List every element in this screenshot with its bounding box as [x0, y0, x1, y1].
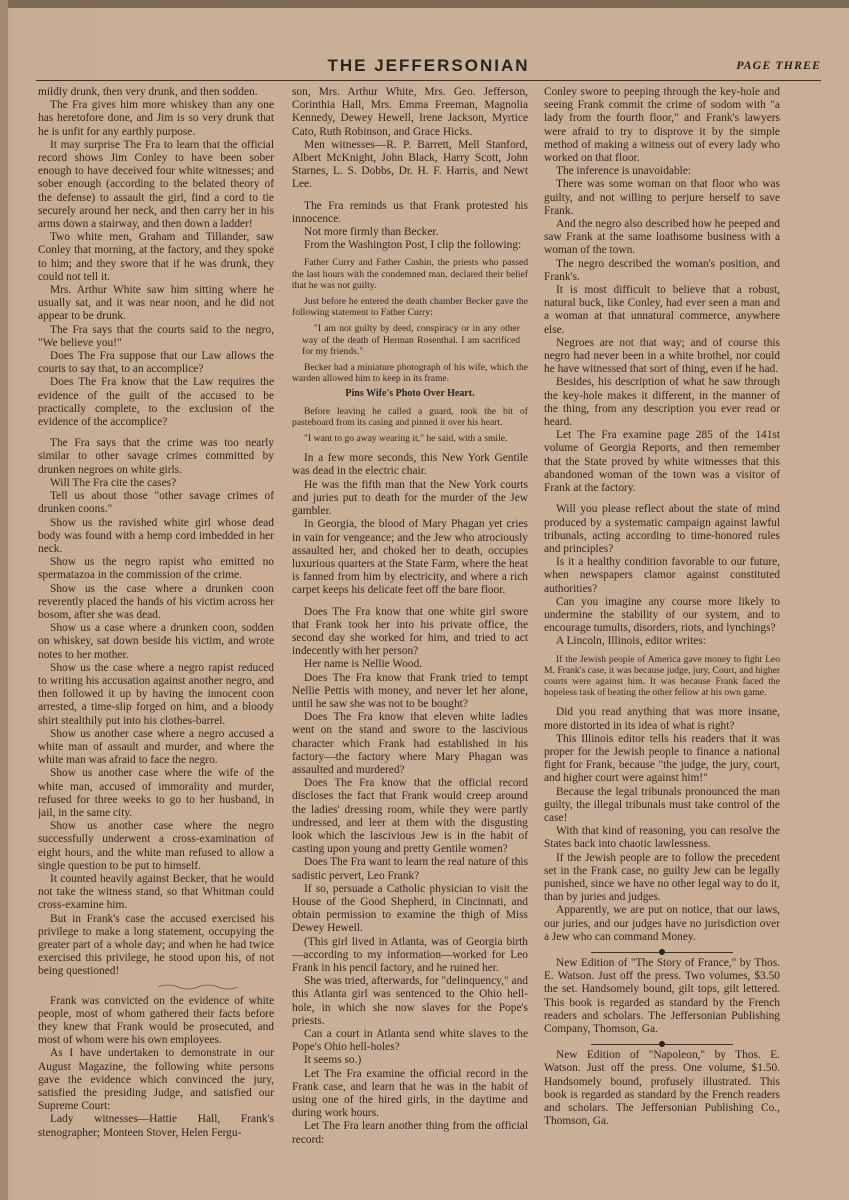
column-1: [38, 86, 274, 1186]
paragraph: Besides, his description of what he saw through the key-hole makes it different, in the manner of the thing, from any description you ever read or heard.: [544, 376, 780, 429]
paragraph: Let The Fra examine page 285 of the 141st volume of Georgia Reports, and then remember that the State proved by white witnesses that this abandoned woman of the town was a visitor of Frank at the factory.: [544, 429, 780, 495]
page-binding-edge: [0, 0, 8, 1200]
paragraph: In a few more seconds, this New York Gentile was dead in the electric chair.: [292, 452, 528, 478]
paragraph: In Georgia, the blood of Mary Phagan yet cries in vain for vengeance; and the Jew who atrociously assaulted her, and choked her to death, occupies luxurious quarters at the State Farm, where the heat is fanned from him by electricity, and where a rich carpet keeps his delicate feet off the bare floor.: [292, 518, 528, 597]
page-header: [36, 56, 821, 80]
quoted-clipping: If the Jewish people of America gave money to fight Leo M. Frank's case, it was because judge, jury, Court, and higher courts were against him. It was because Frank faced the hopeless task of beating the other fellow at his own game.: [544, 653, 780, 699]
paragraph: Does The Fra want to learn the real nature of this sadistic pervert, Leo Frank?: [292, 856, 528, 882]
paragraph: From the Washington Post, I clip the following:: [304, 239, 522, 252]
paragraph: mildly drunk, then very drunk, and then sodden.: [38, 86, 258, 98]
paragraph: Frank was convicted on the evidence of white people, most of whom gathered their facts before they knew that Frank would be prosecuted, and most of whom were his own employees.: [38, 994, 274, 1047]
paragraph: Does The Fra know that one white girl swore that Frank took her into his private office, the second day she worked for him, and tried to act indecently with her person?: [292, 605, 528, 658]
paragraph: With that kind of reasoning, you can resolve the States back into chaotic lawlessness.: [544, 825, 780, 851]
section-divider-scrawl: [38, 981, 274, 993]
paragraph: A Lincoln, Illinois, editor writes:: [556, 635, 706, 648]
header-rule: [36, 80, 821, 81]
paragraph: The inference is unavoidable:: [556, 165, 692, 178]
paragraph: Can you imagine any course more likely to undermine the stability of our system, and to encourage tumults, disorders, riots, and lynchings?: [544, 595, 780, 635]
paragraph: Does The Fra know that the official record discloses the fact that Frank would creep around the ladies' dressing room, while they were partly undressed, and leer at them with the disgusting look which the lascivious Jew is in the habit of casting upon young and pretty Gentile women?: [292, 777, 528, 856]
paragraph: It seems so.): [304, 1054, 362, 1067]
paragraph: son, Mrs. Arthur White, Mrs. Geo. Jefferson, Corinthia Hall, Mrs. Emma Freeman, Magnolia Kennedy, Dewey Hewell, Irene Jackson, Myrtice Cato, Ruth Robinson, and Grace Hicks.: [292, 86, 528, 138]
quoted-clipping: Before leaving he called a guard, took the bit of pasteboard from its casing and pinned it over his heart.: [292, 405, 528, 428]
paragraph: Conley swore to peeping through the key-hole and seeing Frank commit the crime of sodom with "a lady from the fourth floor," and Frank's lawyers were afraid to try to disprove it by the simple method of making a witness out of every lady who worked on that floor.: [544, 86, 780, 165]
paragraph: Men witnesses—R. P. Barrett, Mell Stanford, Albert McKnight, John Black, Harry Scott, John Starnes, L. S. Dobbs, Dr. H. F. Harris, and Newt Lee.: [292, 138, 528, 191]
paragraph: Will you please reflect about the state of mind produced by a systematic campaign against lawful tribunals, acting according to time-honored rules and principles?: [544, 503, 780, 555]
paragraph: If so, persuade a Catholic physician to visit the House of the Good Shepherd, in Cincinnati, and obtain permission to examine the thigh of Miss Dewey Hewell.: [292, 882, 528, 935]
masthead-title: THE JEFFERSONIAN: [327, 56, 530, 75]
quoted-clipping: Becker had a miniature photograph of his wife, which the warden allowed him to keep in its frame.: [292, 362, 528, 385]
ornament-divider: [591, 1044, 733, 1045]
paragraph: There was some woman on that floor who was guilty, and not willing to perjure herself to save Frank.: [544, 178, 780, 217]
paragraph: Let The Fra learn another thing from the official record:: [292, 1120, 528, 1146]
paragraph: Let The Fra examine the official record in the Frank case, and learn that he was in the habit of using one of the hired girls, in the daytime and during work hours.: [292, 1067, 528, 1120]
paragraph: This Illinois editor tells his readers that it was proper for the Jewish people to finance a national fight for Frank, because "the judge, the jury, court, and higher court were against him!": [544, 732, 780, 785]
clipping-subhead: Pins Wife's Photo Over Heart.: [345, 388, 475, 400]
paragraph: And the negro also described how he peeped and saw Frank at the same loathsome business with a woman of the town.: [544, 218, 780, 257]
paragraph: Her name is Nellie Wood.: [304, 658, 423, 671]
paragraph: Tell us about those "other savage crimes of drunken coons.": [38, 490, 274, 516]
book-advertisement: New Edition of "The Story of France," by Thos. E. Watson. Just off the press. Two volumes, $3.50 the set. Handsomely bound, gilt tops, gilt lettered. This book is regarded as standard by the French readers and scholars. The Jeffersonian Publishing Company, Thomson, Ga.: [544, 957, 780, 1036]
paragraph: The Fra says that the courts said to the negro, "We believe you!": [38, 323, 274, 349]
paragraph: Show us the negro rapist who emitted no spermatazoa in the commission of the crime.: [38, 556, 274, 582]
book-advertisement: New Edition of "Napoleon," by Thos. E. Watson. Just off the press. One volume, $1.50. Handsomely bound, profusely illustrated. This book is regarded as standard by the French readers and scholars. The Jeffersonian Publishing Co., Thomson, Ga.: [544, 1049, 780, 1128]
paragraph: Can a court in Atlanta send white slaves to the Pope's Ohio hell-holes?: [292, 1028, 528, 1054]
paragraph: The negro described the woman's position, and Frank's.: [544, 257, 780, 283]
paragraph: Two white men, Graham and Tillander, saw Conley that morning, at the factory, and they spoke to him; and they swore that if he was drunk, they could not tell it.: [38, 231, 274, 283]
paragraph: She was tried, afterwards, for "delinquency," and this Atlanta girl was sentenced to the Ohio hell-hole, in which she now slaves for the Pope's priests.: [292, 975, 528, 1027]
paragraph: Because the legal tribunals pronounced the man guilty, the illegal tribunals must take control of the case!: [544, 785, 780, 824]
column-2: [292, 86, 528, 1186]
paragraph: Did you read anything that was more insane, more distorted in its idea of what is right?: [544, 706, 780, 732]
quoted-clipping: "I want to go away wearing it," he said, with a smile.: [304, 433, 508, 445]
paragraph: It counted heavily against Becker, that he would not take the witness stand, so that Whitman could cross-examine him.: [38, 872, 274, 912]
ornament-divider: [591, 952, 733, 953]
paragraph: Will The Fra cite the cases?: [50, 476, 177, 489]
paragraph: Does The Fra know that eleven white ladies went on the stand and swore to the lascivious character which Frank had established in his factory—the factory where Mary Phagan was assaulted and murdered?: [292, 711, 528, 776]
paragraph: Lady witnesses—Hattie Hall, Frank's stenographer; Monteen Stover, Helen Fergu-: [38, 1113, 274, 1139]
paragraph: Show us another case where the wife of the white man, accused of immorality and murder, refused for three weeks to go to her husband, in jail, in the same city.: [38, 767, 274, 819]
paragraph: It is most difficult to believe that a robust, natural buck, like Conley, had ever seen a man and a woman at that unnatural commerce, anywhere else.: [544, 284, 780, 336]
paragraph: Show us a case where a drunken coon, sodden on whiskey, sat down beside his victim, and wrote notes to her mother.: [38, 622, 274, 661]
paragraph: Show us the case where a negro rapist reduced to writing his accusation against another negro, and then followed it up by having the innocent coon arrested, a time-slip forged on him, and a bloody shirt stealthily put into his clothes-barrel.: [38, 661, 274, 727]
paragraph: The Fra gives him more whiskey than any one has heretofore done, and Jim is so very drunk that he is unfit for any earthly purpose.: [38, 99, 274, 138]
paragraph: Show us the ravished white girl whose dead body was found with a hemp cord imbedded in her neck.: [38, 516, 274, 555]
paragraph: But in Frank's case the accused exercised his privilege to make a long statement, occupying the greater part of a whole day; and when he had twice exercised this privilege, he stood upon his, of not being questioned!: [38, 912, 274, 978]
paragraph: Mrs. Arthur White saw him sitting where he usually sat, and it was near noon, and he did not appear to be drunk.: [38, 284, 274, 323]
paragraph: Does The Fra know that the Law requires the evidence of the guilt of the accused to be practically complete, to the exclusion of the evidence of the accomplice?: [38, 376, 274, 429]
paragraph: If the Jewish people are to follow the precedent set in the Frank case, no guilty Jew can be legally punished, since we have no other legal way to do it, than by juries and judges.: [544, 851, 780, 904]
quoted-clipping: Father Curry and Father Cashin, the priests who passed the last hours with the condemned man, declared their belief that he was not guilty.: [292, 257, 528, 291]
paragraph: Does The Fra know that Frank tried to tempt Nellie Pettis with money, and never let her alone, until he saw she was not to be bought?: [292, 671, 528, 710]
paragraph: Show us the case where a drunken coon reverently placed the hands of his victim across her bosom, after she was dead.: [38, 582, 274, 621]
paragraph: Apparently, we are put on notice, that our laws, our juries, and our judges have no jurisdiction over a Jew who can command Money.: [544, 904, 780, 943]
paragraph: Is it a healthy condition favorable to our future, when newspapers clamor against constituted authorities?: [544, 556, 780, 595]
page-number-label: PAGE THREE: [736, 58, 821, 72]
paragraph: Does The Fra suppose that our Law allows the courts to say that, to an accomplice?: [38, 350, 274, 376]
column-3: [544, 86, 780, 1186]
quoted-clipping: Just before he entered the death chamber Becker gave the following statement to Father Curry:: [292, 296, 528, 319]
paragraph: Show us another case where a negro accused a white man of assault and murder, and where the white man was afraid to face the negro.: [38, 727, 274, 767]
paragraph: Show us another case where the negro successfully underwent a cross-examination of eight hours, and the white man refused to allow a single question to be put to himself.: [38, 820, 274, 872]
paragraph: Negroes are not that way; and of course this negro had never been in a white brothel, nor could he have witnessed that sort of thing, even if he had.: [544, 336, 780, 376]
quoted-clipping: "I am not guilty by deed, conspiracy or in any other way of the death of Herman Rosenthal. I am sacrificed for my friends.": [302, 323, 520, 357]
paragraph: The Fra reminds us that Frank protested his innocence.: [292, 199, 528, 225]
paragraph: (This girl lived in Atlanta, was of Georgia birth—according to my information—worked for Leo Frank in his pencil factory, and he ruined her.: [292, 935, 528, 974]
page-top-edge: [0, 0, 849, 8]
paragraph: The Fra says that the crime was too nearly similar to other savage crimes committed by drunken negroes on white girls.: [38, 437, 274, 476]
paragraph: It may surprise The Fra to learn that the official record shows Jim Conley to have been sober enough to have deceived four white witnesses; and sober enough (according to the belated theory of the defense) to assault the girl, find a cord to tie securely around her neck, and then carry her in his arms down a stairway, and then down a ladder!: [38, 138, 274, 231]
paragraph: Not more firmly than Becker.: [304, 226, 439, 239]
paragraph: He was the fifth man that the New York courts and juries put to death for the murder of the Jew gambler.: [292, 478, 528, 518]
paragraph: As I have undertaken to demonstrate in our August Magazine, the following white persons gave the evidence which convinced the jury, satisfied the presiding Judge, and satisfied our Supreme Court:: [38, 1047, 274, 1113]
